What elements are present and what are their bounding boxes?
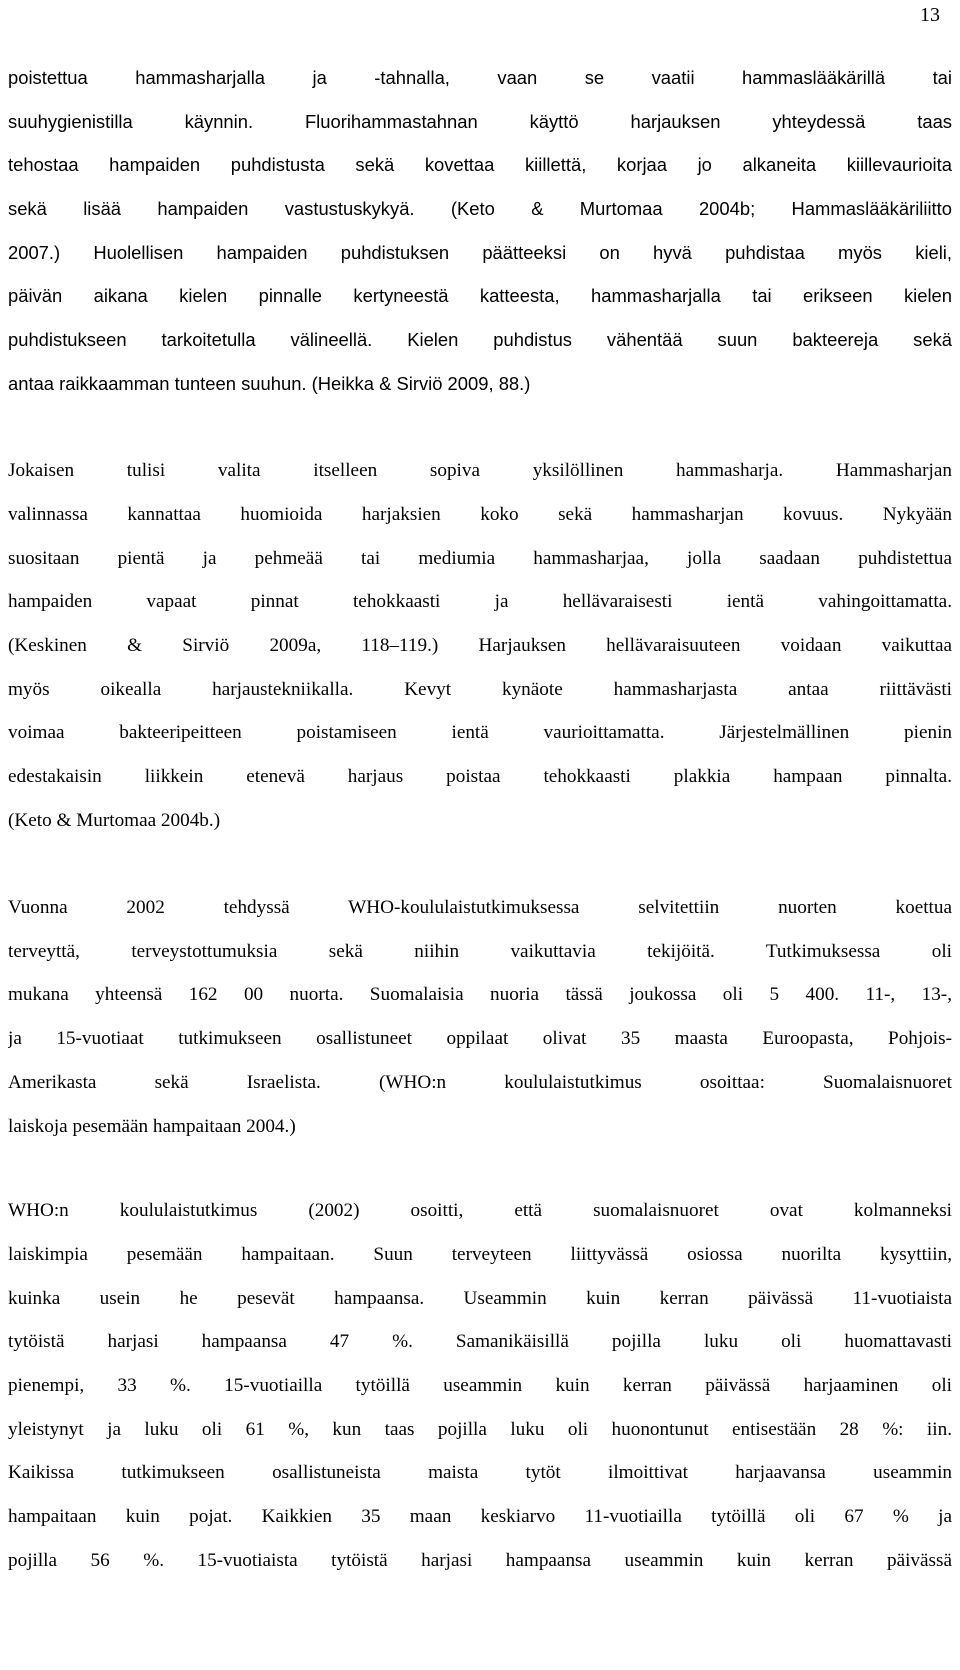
- text-line: edestakaisin liikkein etenevä harjaus poistaa tehokkaasti plakkia hampaan pinnalta.: [8, 766, 952, 787]
- text-line: terveyttä, terveystottumuksia sekä niihin vaikuttavia tekijöitä. Tutkimuksessa oli: [8, 940, 952, 962]
- text-line: myös oikealla harjaustekniikalla. Kevyt kynäote hammasharjasta antaa riittävästi: [8, 678, 952, 700]
- text-line: hampaitaan kuin pojat. Kaikkien 35 maan keskiarvo 11-vuotiailla tytöillä oli 67 % ja: [8, 1506, 952, 1527]
- text-line: Kaikissa tutkimukseen osallistuneista maista tytöt ilmoittivat harjaavansa useammin: [8, 1462, 952, 1484]
- text-line: suositaan pientä ja pehmeää tai mediumia hammasharjaa, jolla saadaan puhdistettua: [8, 547, 952, 569]
- text-line: antaa raikkaamman tunteen suuhun. (Heikka & Sirviö 2009, 88.): [8, 372, 531, 394]
- text-line: (Keto & Murtomaa 2004b.): [8, 809, 221, 831]
- text-line: tehostaa hampaiden puhdistusta sekä kovettaa kiillettä, korjaa jo alkaneita kiillevaurioita: [8, 154, 952, 176]
- text-line: (Keskinen & Sirviö 2009a, 118–119.) Harjauksen hellävaraisuuteen voidaan vaikuttaa: [8, 634, 952, 656]
- text-line: laiskoja pesemään hampaitaan 2004.): [8, 1115, 296, 1137]
- paragraph-gap: [8, 842, 952, 886]
- text-line: Amerikasta sekä Israelista. (WHO:n koululaistutkimus osoittaa: Suomalaisnuoret: [8, 1071, 952, 1093]
- text-line: 2007.) Huolellisen hampaiden puhdistuksen päätteeksi on hyvä puhdistaa myös kieli,: [8, 241, 952, 263]
- text-line: yleistynyt ja luku oli 61 %, kun taas pojilla luku oli huonontunut entisestään 28 %: iin.: [8, 1418, 952, 1440]
- text-line: laiskimpia pesemään hampaitaan. Suun terveyteen liittyvässä osiossa nuorilta kysyttiin,: [8, 1243, 952, 1265]
- text-line: sekä lisää hampaiden vastustuskykyä. (Keto & Murtomaa 2004b; Hammaslääkäriliitto: [8, 198, 952, 220]
- text-line: pojilla 56 %. 15-vuotiaista tytöistä harjasi hampaansa useammin kuin kerran päivässä: [8, 1549, 952, 1571]
- text-line: Jokaisen tulisi valita itselleen sopiva yksilöllinen hammasharja. Hammasharjan: [8, 460, 952, 482]
- text-line: hampaiden vapaat pinnat tehokkaasti ja hellävaraisesti ientä vahingoittamatta.: [8, 591, 952, 613]
- text-line: suuhygienistilla käynnin. Fluorihammastahnan käyttö harjauksen yhteydessä taas: [8, 110, 952, 132]
- page-number: 13: [920, 4, 940, 26]
- paragraph-gap: [8, 406, 952, 450]
- paragraph-4: [8, 1189, 952, 1582]
- paragraph-1: [8, 56, 952, 406]
- paragraph-2: [8, 449, 952, 842]
- text-line: päivän aikana kielen pinnalle kertyneestä katteesta, hammasharjalla tai erikseen kielen: [8, 285, 952, 307]
- text-line: poistettua hammasharjalla ja -tahnalla, vaan se vaatii hammaslääkärillä tai: [8, 67, 952, 88]
- paragraph-gap: [8, 1148, 952, 1189]
- text-line: mukana yhteensä 162 00 nuorta. Suomalaisia nuoria tässä joukossa oli 5 400. 11-, 13-,: [8, 984, 952, 1006]
- text-line: tytöistä harjasi hampaansa 47 %. Samanikäisillä pojilla luku oli huomattavasti: [8, 1331, 952, 1353]
- text-line: WHO:n koululaistutkimus (2002) osoitti, että suomalaisnuoret ovat kolmanneksi: [8, 1200, 952, 1222]
- text-line: voimaa bakteeripeitteen poistamiseen ientä vaurioittamatta. Järjestelmällinen pienin: [8, 722, 952, 744]
- text-line: Vuonna 2002 tehdyssä WHO-koululaistutkimuksessa selvitettiin nuorten koettua: [8, 897, 952, 919]
- text-line: ja 15-vuotiaat tutkimukseen osallistuneet oppilaat olivat 35 maasta Euroopasta, Pohjois-: [8, 1028, 952, 1050]
- document-body: [8, 56, 952, 1582]
- text-line: puhdistukseen tarkoitetulla välineellä. Kielen puhdistus vähentää suun bakteereja sekä: [8, 329, 952, 351]
- text-line: kuinka usein he pesevät hampaansa. Useammin kuin kerran päivässä 11-vuotiaista: [8, 1287, 952, 1309]
- paragraph-3: [8, 886, 952, 1148]
- text-line: pienempi, 33 %. 15-vuotiailla tytöillä useammin kuin kerran päivässä harjaaminen oli: [8, 1374, 952, 1396]
- text-line: valinnassa kannattaa huomioida harjaksien koko sekä hammasharjan kovuus. Nykyään: [8, 503, 952, 525]
